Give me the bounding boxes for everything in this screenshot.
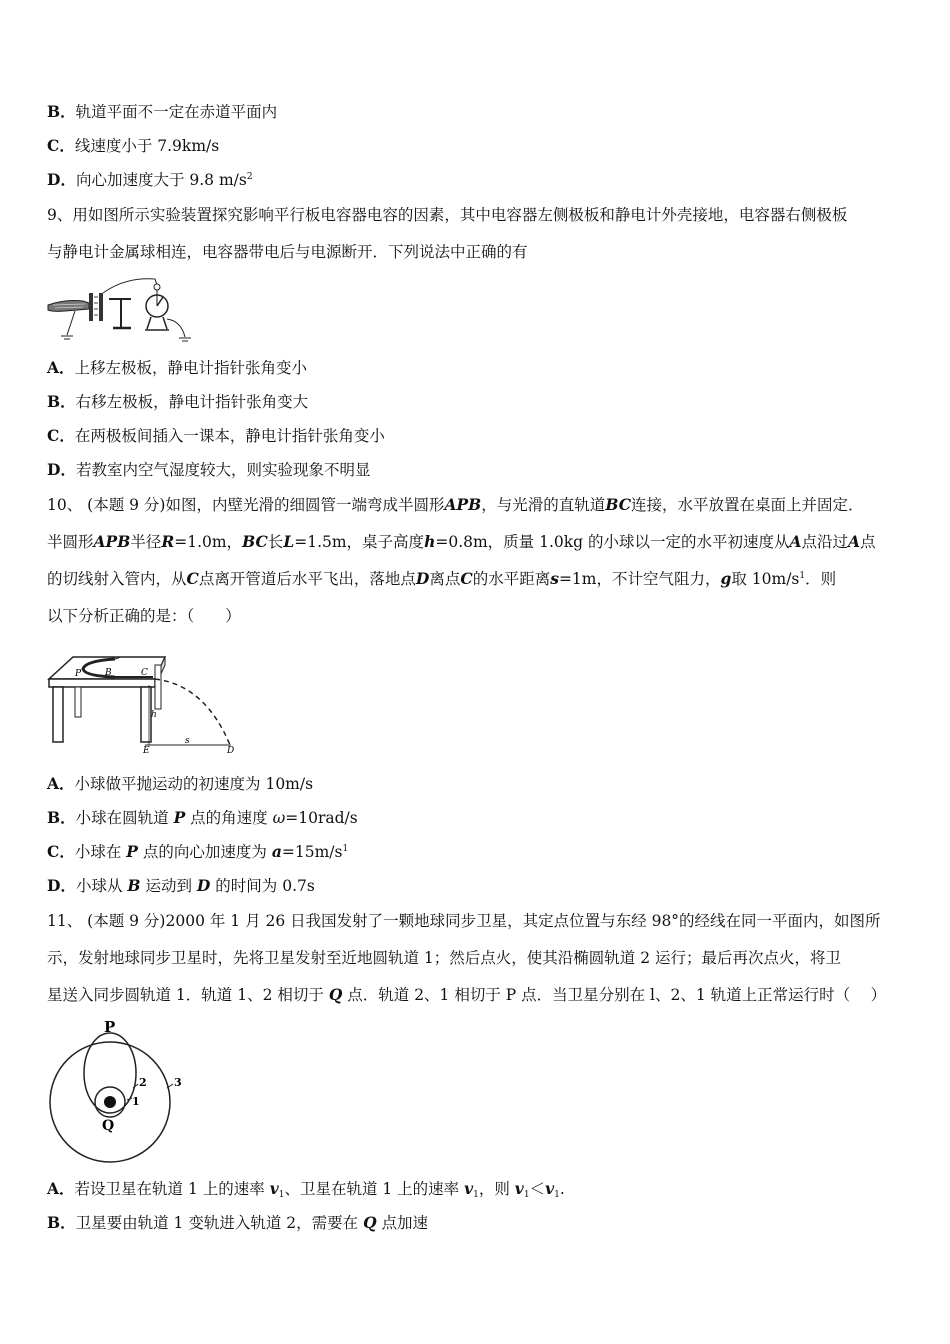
fig-label-c: C: [141, 668, 148, 678]
orbit-figure: [42, 1018, 192, 1164]
orbit-label-2: 2: [139, 1076, 147, 1089]
q10-stem-line-2: 半圆形APB半径R=1.0m，BC长L=1.5m，桌子高度h=0.8m，质量 1.0kg 的小球以一定的水平初速度从A点沿过A点: [47, 532, 876, 551]
q9-option-b: B．右移左极板，静电计指针张角变大: [47, 392, 309, 411]
q10-stem-line-4: 以下分析正确的是：（ ）: [47, 607, 241, 625]
q9-option-d: D．若教室内空气湿度较大，则实验现象不明显: [47, 460, 371, 479]
orbit-label-3: 3: [174, 1076, 182, 1089]
orbit-label-p: P: [104, 1018, 116, 1036]
q9-option-c: C．在两极板间插入一课本，静电计指针张角变小: [47, 426, 385, 445]
orbit-label-1: 1: [132, 1095, 140, 1108]
q8-option-d: D．向心加速度大于 9.8 $m/s^2$: [47, 170, 253, 189]
q11-option-b: B．卫星要由轨道 1 变轨进入轨道 2，需要在 Q 点加速: [47, 1213, 429, 1232]
electroscope-figure: [45, 275, 195, 345]
q10-option-a: A．小球做平抛运动的初速度为 10m/s: [47, 774, 314, 793]
fig-label-p: P: [75, 669, 82, 679]
q9-stem-line-1: 9、用如图所示实验装置探究影响平行板电容器电容的因素，其中电容器左侧极板和静电计外壳接地，电容器右侧极板: [47, 206, 848, 224]
fig-label-b: B: [105, 668, 112, 678]
q8-option-b: B．轨道平面不一定在赤道平面内: [47, 102, 278, 121]
q11-stem-line-3: 星送入同步圆轨道 1．轨道 1、2 相切于 Q 点．轨道 2、1 相切于 P 点．当卫星分别在 l、2、1 轨道上正常运行时（ ）: [47, 985, 887, 1004]
q10-stem-line-1: 10、 (本题 9 分)如图，内壁光滑的细圆管一端弯成半圆形APB，与光滑的直轨道BC连接，水平放置在桌面上并固定．: [47, 495, 864, 514]
q10-option-b: B．小球在圆轨道 P 点的角速度 ω=10rad/s: [47, 808, 358, 827]
q11-option-a: A．若设卫星在轨道 1 上的速率 $v_1$、卫星在轨道 1 上的速率 $v_1$，则 $v_1<v_1$.: [47, 1179, 565, 1200]
table-track-figure: [45, 645, 240, 755]
q11-stem-line-1: 11、 (本题 9 分)2000 年 1 月 26 日我国发射了一颗地球同步卫星，其定点位置与东经 98°的经线在同一平面内，如图所: [47, 912, 881, 930]
q11-stem-line-2: 示，发射地球同步卫星时，先将卫星发射至近地圆轨道 1；然后点火，使其沿椭圆轨道 2 运行；最后再次点火，将卫: [47, 949, 842, 967]
fig-label-e: E: [143, 746, 150, 755]
fig-label-h: h: [151, 710, 157, 720]
q10-option-c: C．小球在 P 点的向心加速度为 $a=15m/s^1$: [47, 842, 349, 861]
q9-stem-line-2: 与静电计金属球相连，电容器带电后与电源断开．下列说法中正确的有: [47, 243, 528, 261]
fig-label-d: D: [227, 746, 235, 755]
q10-option-d: D．小球从 B 运动到 D 的时间为 0.7s: [47, 876, 315, 895]
fig-label-s: s: [185, 736, 190, 746]
q10-stem-line-3: 的切线射入管内，从C点离开管道后水平飞出，落地点D离点C的水平距离s=1m，不计空气阻力，g取 $10m/s^1$．则: [47, 569, 837, 588]
q9-option-a: A．上移左极板，静电计指针张角变小: [47, 358, 308, 377]
q8-option-c: C．线速度小于 7.9km/s: [47, 136, 220, 155]
orbit-label-q: Q: [102, 1118, 115, 1134]
